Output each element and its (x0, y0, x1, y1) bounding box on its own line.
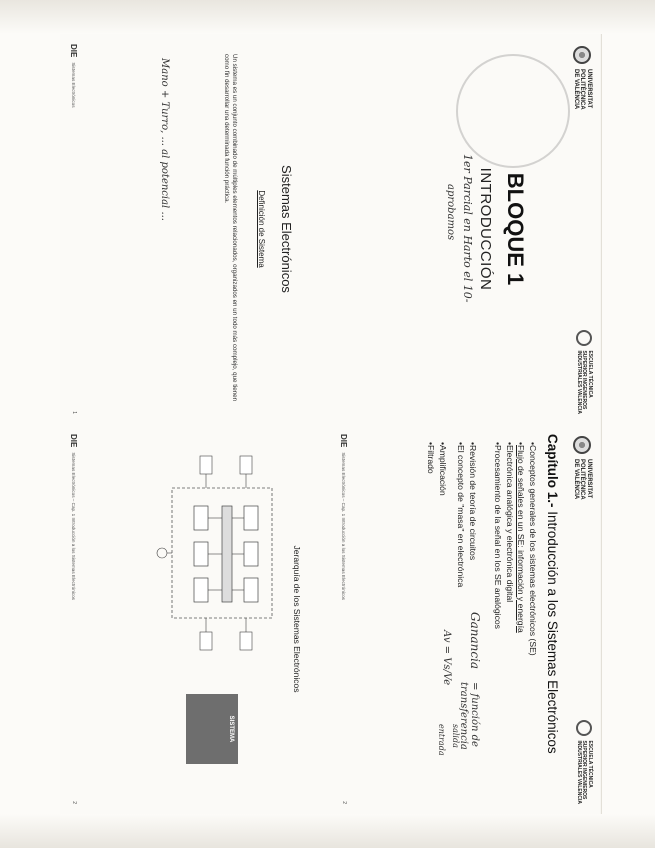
chapter-heading (545, 434, 560, 754)
slide-subtitle: Definición de Sistema (257, 190, 266, 268)
slide-title: Jerarquía de los Sistemas Electrónicos (292, 545, 302, 693)
handwritten-note: Av = Vs/Ve (441, 630, 452, 686)
list-item: • Flujo de señales en un SE: información y energía (515, 442, 527, 656)
slide-bloque-1 (330, 34, 600, 424)
die-logo: DIE (69, 44, 79, 58)
handwritten-note: entrada (437, 724, 446, 756)
handwritten-note: 1er Parcial en Harto el 10- (461, 154, 474, 303)
upv-header (573, 46, 593, 110)
etsi-header (576, 720, 593, 804)
list-item: • Electrónica analógica y electrónica digital (504, 442, 516, 656)
etsi-header (576, 330, 593, 414)
topic-list-c (425, 442, 448, 496)
die-logo: DIE (339, 434, 349, 448)
handwritten-note: Mano + Turro, ... al potencial ... (159, 58, 170, 221)
die-logo: DIE (69, 434, 79, 448)
slide-footer (68, 434, 80, 804)
topic-list-b (455, 442, 478, 587)
topic-list-a (492, 442, 538, 656)
slide-body: Un sistema es un conjunto combinado de múltiples elementos relacionados, organizados en un todo más complejo, que tienen como fin desarrollar una determinada función práctica. (223, 54, 238, 402)
page-number: 2 (71, 801, 77, 804)
page-number: 1 (71, 411, 77, 414)
list-item: • El concepto de "masa" en electrónica (455, 442, 467, 587)
list-item: • Conceptos generales de los sistemas electrónicos (SE) (527, 442, 539, 656)
scan-shadow-top (0, 0, 655, 34)
slide-footer (68, 44, 80, 414)
upv-seal-icon (573, 46, 591, 64)
etsi-name: ESCUELA TÉCNICA SUPERIOR INGENIEROS INDUSTRIALES VALENCIA (576, 740, 593, 804)
footer-text: Sistemas Electrónicos – Cap. 1 Introducción a los Sistemas Electrónicos (71, 452, 77, 600)
footer-text: Sistemas Electrónicos (71, 62, 77, 108)
footer-text: Sistemas Electrónicos – Cap. 1 Introducción a los Sistemas Electrónicos (341, 452, 347, 600)
sistema-box (186, 694, 238, 764)
handwritten-note: = función de transferencia (458, 682, 480, 750)
chapter-label: Capítulo 1.- (545, 434, 560, 508)
slide-capitulo-1 (330, 424, 600, 814)
etsi-seal-icon (576, 720, 592, 736)
slide-footer (338, 434, 350, 804)
upv-name: UNIVERSITAT POLITÈCNICA DE VALÈNCIA (573, 459, 592, 500)
page-number: 2 (341, 801, 347, 804)
list-item: • Procesamiento de la señal en los SE analógicos (492, 442, 504, 656)
upv-name: UNIVERSITAT POLITÈCNICA DE VALÈNCIA (573, 69, 592, 110)
handwritten-note: salida (451, 724, 460, 748)
etsi-seal-icon (576, 330, 592, 346)
handwritten-note: Ganancia (468, 612, 482, 670)
bloque-title: BLOQUE 1 (503, 172, 528, 286)
list-item: • Amplificación (437, 442, 449, 496)
sistema-label: SISTEMA (228, 715, 234, 743)
scan-shadow-bottom (0, 814, 655, 848)
slide-title: Sistemas Electrónicos (279, 165, 294, 293)
slide-sistemas-electronicos (60, 34, 330, 424)
upv-seal-icon (573, 436, 591, 454)
handwritten-note: aprobamos (445, 184, 456, 241)
rotated-handout (60, 34, 600, 814)
intro-subtitle: INTRODUCCIÓN (477, 167, 494, 291)
upv-header (573, 436, 593, 500)
chapter-title: Introducción a los Sistemas Electrónicos (545, 511, 560, 754)
system-block-diagram (152, 448, 292, 658)
etsi-name: ESCUELA TÉCNICA SUPERIOR INGENIEROS INDUSTRIALES VALENCIA (576, 350, 593, 414)
list-item: • Filtrado (425, 442, 437, 496)
list-item: • Revisión de teoría de circuitos (467, 442, 479, 587)
slide-jerarquia (60, 424, 330, 814)
